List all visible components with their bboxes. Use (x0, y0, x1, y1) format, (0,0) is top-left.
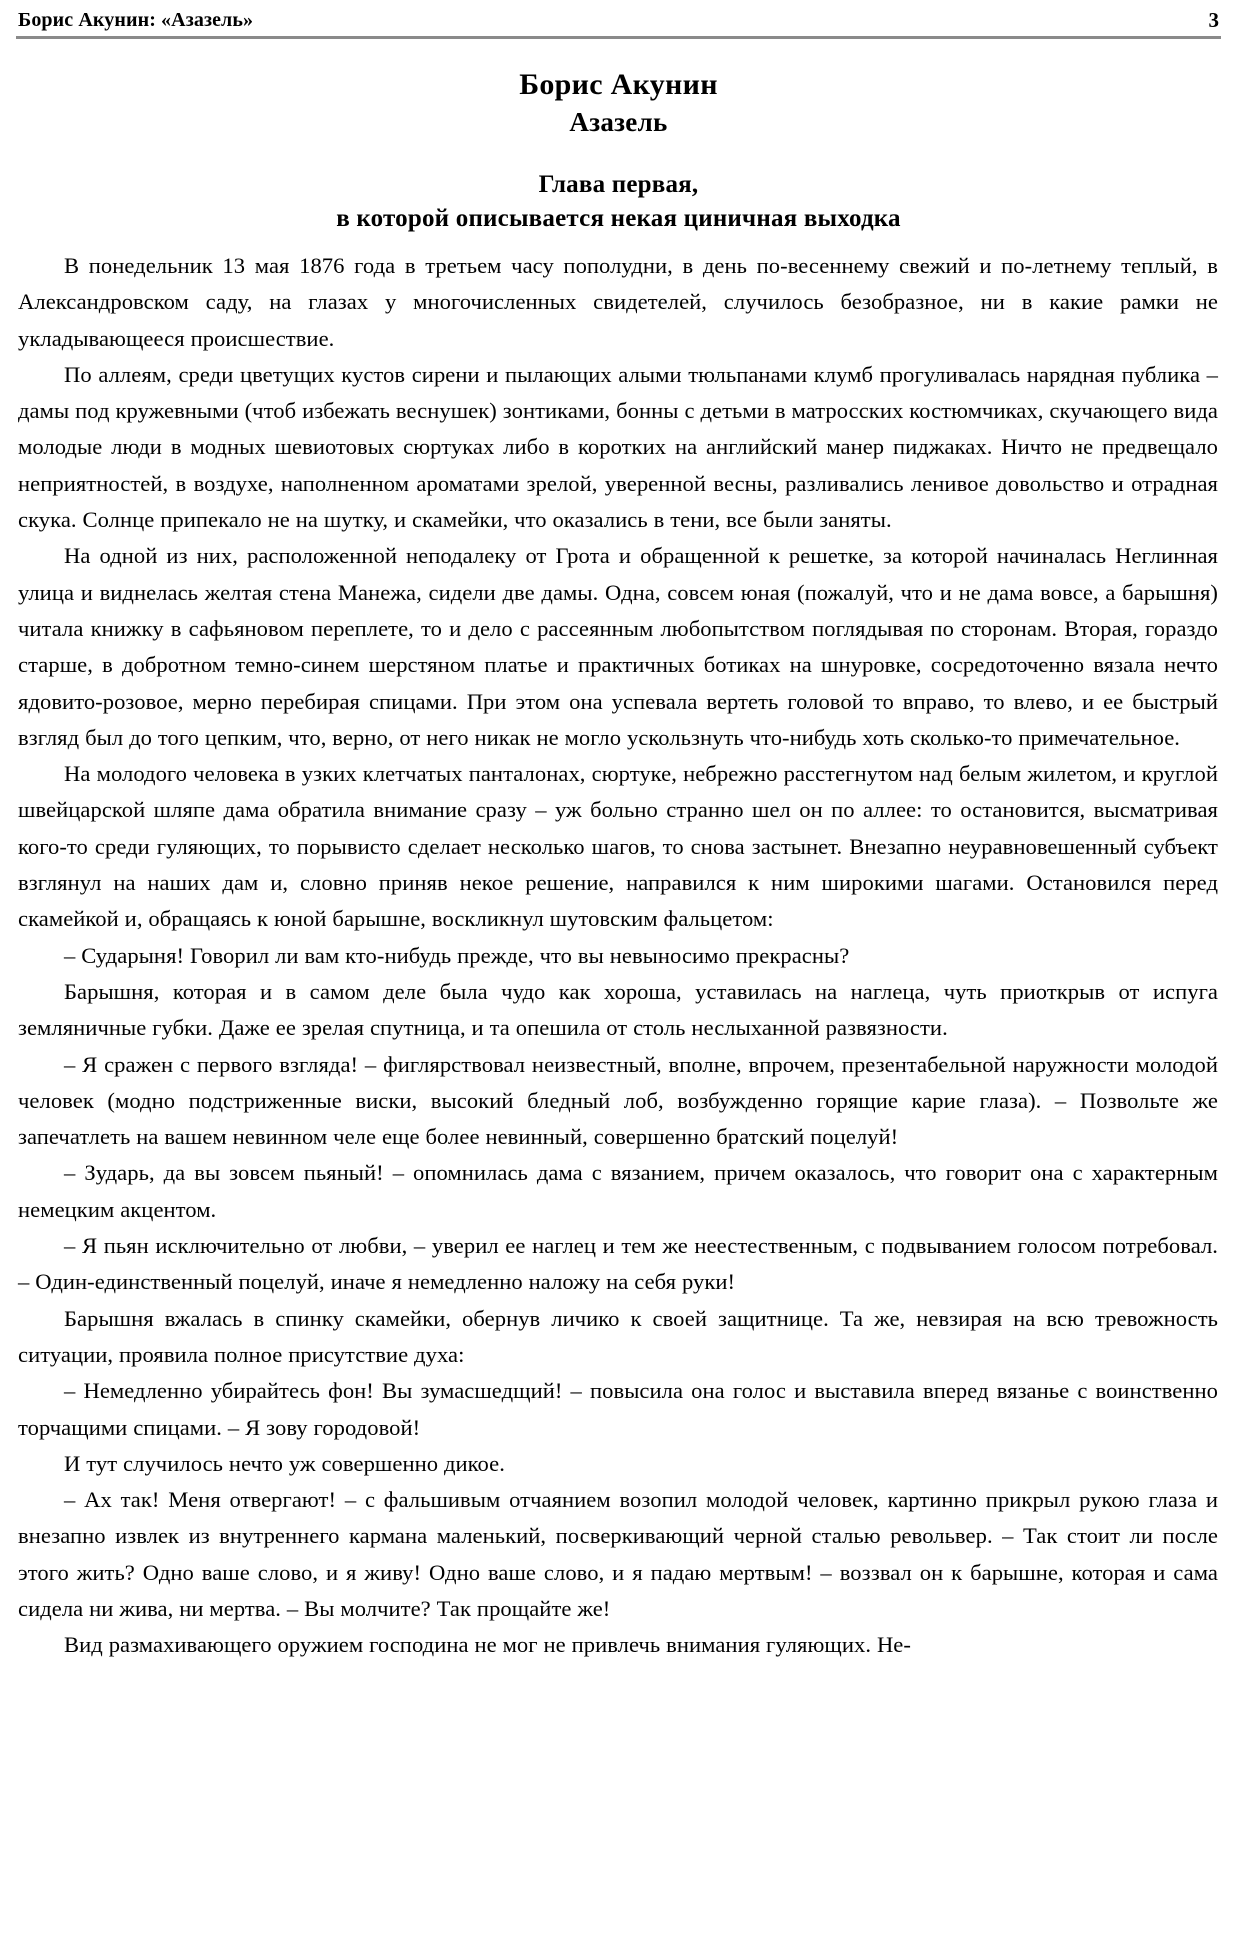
body-paragraph: – Я сражен с первого взгляда! – фиглярствовал неизвестный, вполне, впрочем, презентабельной наружности молодой человек (модно подстриженные виски, высокий бледный лоб, возбужденно горящие карие глаза). – Позвольте же запечатлеть на вашем невинном челе еще более невинный, совершенно братский поцелуй! (18, 1051, 1218, 1150)
body-paragraph: И тут случилось нечто уж совершенно дикое. (64, 1450, 505, 1476)
header-divider (16, 36, 1221, 39)
page-number: 3 (1208, 8, 1219, 32)
chapter-heading (0, 168, 1237, 236)
book-author: Борис Акунин (519, 68, 718, 101)
header-book-reference: Борис Акунин: «Азазель» (18, 9, 254, 31)
body-paragraph: По аллеям, среди цветущих кустов сирени и пылающих алыми тюльпанами клумб прогуливалась нарядная публика – дамы под кружевными (чтоб избежать веснушек) зонтиками, бонны с детьми в матросских костюмчиках, скучающего вида молодые люди в модных шевиотовых сюртуках либо в коротких на английский манер пиджаках. Ничто не предвещало неприятностей, в воздухе, наполненном ароматами зрелой, уверенной весны, разливались ленивое довольство и отрадная скука. Солнце припекало не на шутку, и скамейки, что оказались в тени, все были заняты. (18, 361, 1218, 533)
body-paragraph: – Сударыня! Говорил ли вам кто-нибудь прежде, что вы невыносимо прекрасны? (64, 942, 850, 968)
chapter-heading-line-2: в которой описывается некая циничная выходка (336, 205, 901, 232)
body-paragraph: – Немедленно убирайтесь фон! Вы зумасшедщий! – повысила она голос и выставила вперед вязанье с воинственно торчащими спицами. – Я зову городовой! (18, 1378, 1218, 1440)
body-paragraph: – Зударь, да вы зовсем пьяный! – опомнилась дама с вязанием, причем оказалось, что говорит она с характерным немецким акцентом. (18, 1160, 1218, 1222)
body-paragraph: – Ах так! Меня отвергают! – с фальшивым отчаянием возопил молодой человек, картинно прикрыл рукою глаза и внезапно извлек из внутреннего кармана маленький, посверкивающий черной сталью револьвер. – Так стоит ли после этого жить? Одно ваше слово, и я живу! Одно ваше слово, и я падаю мертвым! – воззвал он к барышне, которая и сама сидела ни жива, ни мертва. – Вы молчите? Так прощайте же! (18, 1487, 1218, 1621)
title-block (0, 66, 1237, 140)
body-paragraph: Барышня вжалась в спинку скамейки, обернув личико к своей защитнице. Та же, невзирая на всю тревожность ситуации, проявила полное присутствие духа: (18, 1305, 1218, 1367)
body-paragraph: На одной из них, расположенной неподалеку от Грота и обращенной к решетке, за которой начиналась Неглинная улица и виднелась желтая стена Манежа, сидели две дамы. Одна, совсем юная (пожалуй, что и не дама вовсе, а барышня) читала книжку в сафьяновом переплете, то и дело с рассеянным любопытством поглядывая по сторонам. Вторая, гораздо старше, в добротном темно-синем шерстяном платье и практичных ботиках на шнуровке, сосредоточенно вязала нечто ядовито-розовое, мерно перебирая спицами. При этом она успевала вертеть головой то вправо, то влево, и ее быстрый взгляд был до того цепким, что, верно, от него никак не могло ускользнуть что-нибудь хоть сколько-то примечательное. (18, 543, 1218, 750)
body-paragraph: На молодого человека в узких клетчатых панталонах, сюртуке, небрежно расстегнутом над белым жилетом, и круглой швейцарской шляпе дама обратила внимание сразу – уж больно странно шел он по аллее: то остановится, высматривая кого-то среди гуляющих, то порывисто сделает несколько шагов, то снова застынет. Внезапно неуравновешенный субъект взглянул на наших дам и, словно приняв некое решение, направился к ним широкими шагами. Остановился перед скамейкой и, обращаясь к юной барышне, воскликнул шутовским фальцетом: (18, 761, 1218, 932)
body-paragraph: Вид размахивающего оружием господина не мог не привлечь внимания гуляющих. Не- (64, 1632, 911, 1658)
body-paragraph: Барышня, которая и в самом деле была чудо как хороша, уставилась на наглеца, чуть приоткрыв от испуга земляничные губки. Даже ее зрелая спутница, и та опешила от столь неслыханной развязности. (18, 978, 1218, 1041)
chapter-heading-line-1: Глава первая, (538, 171, 699, 198)
body-paragraph: В понедельник 13 мая 1876 года в третьем часу пополудни, в день по-весеннему свежий и по-летнему теплый, в Александровском саду, на глазах у многочисленных свидетелей, случилось безобразное, ни в какие рамки не укладывающееся происшествие. (18, 253, 1218, 351)
body-paragraph: – Я пьян исключительно от любви, – уверил ее наглец и тем же неестественным, с подвыванием голосом потребовал. – Один-единственный поцелуй, иначе я немедленно наложу на себя руки! (18, 1233, 1218, 1295)
body-text (18, 248, 1218, 1664)
book-title: Азазель (569, 107, 668, 137)
